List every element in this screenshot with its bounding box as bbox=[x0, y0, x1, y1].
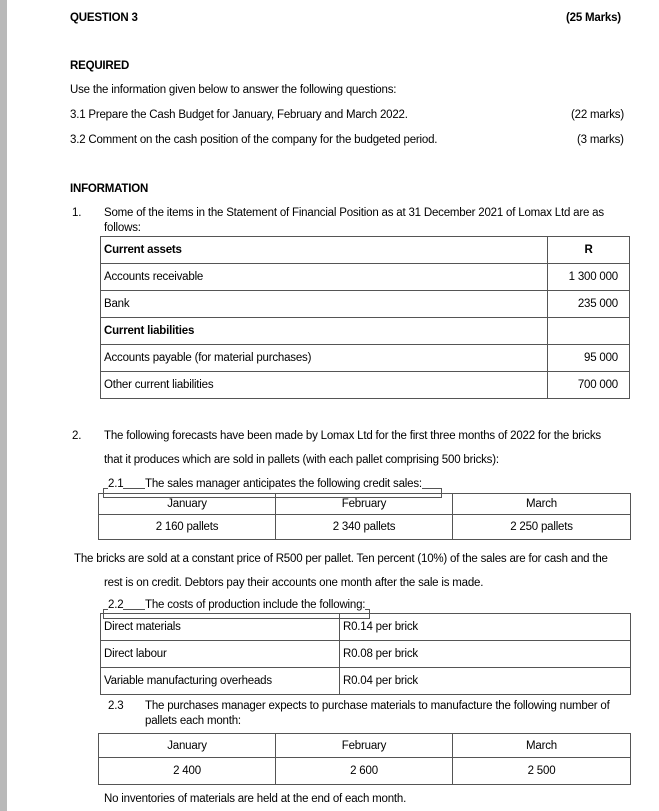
information-heading: INFORMATION bbox=[70, 183, 149, 195]
other-liabilities-value: 700 000 bbox=[548, 372, 630, 399]
table-row bbox=[101, 318, 630, 345]
item-1-line-1: Some of the items in the Statement of Financial Position as at 31 December 2021 of Lomax Ltd are as bbox=[104, 207, 604, 219]
bank-label: Bank bbox=[101, 291, 548, 318]
production-costs-table bbox=[100, 613, 631, 695]
section-2-2-number: 2.2 bbox=[108, 599, 124, 611]
required-intro: Use the information given below to answer the following questions: bbox=[70, 84, 397, 96]
question-3-2: 3.2 Comment on the cash position of the company for the budgeted period. bbox=[70, 134, 438, 146]
item-1-line-2: follows: bbox=[104, 222, 141, 234]
other-liabilities-label: Other current liabilities bbox=[101, 372, 548, 399]
month-february: February bbox=[276, 734, 453, 758]
direct-labour-cost: R0.08 per brick bbox=[340, 641, 631, 668]
month-march: March bbox=[453, 734, 631, 758]
required-heading: REQUIRED bbox=[70, 60, 130, 72]
item-2-line-2: that it produces which are sold in pallets (with each pallet comprising 500 bricks): bbox=[104, 454, 499, 466]
question-marks: (25 Marks) bbox=[566, 12, 621, 24]
table-row bbox=[101, 668, 631, 695]
accounts-payable-label: Accounts payable (for material purchases) bbox=[101, 345, 548, 372]
current-liabilities-heading: Current liabilities bbox=[101, 318, 548, 345]
financial-position-table bbox=[100, 236, 630, 399]
sales-february: 2 340 pallets bbox=[276, 515, 453, 540]
month-march: March bbox=[453, 494, 631, 515]
current-assets-heading: Current assets bbox=[101, 237, 548, 264]
sales-january: 2 160 pallets bbox=[99, 515, 276, 540]
sales-march: 2 250 pallets bbox=[453, 515, 631, 540]
table-row bbox=[99, 758, 631, 785]
item-1-number: 1. bbox=[72, 207, 82, 219]
purchases-january: 2 400 bbox=[99, 758, 276, 785]
bank-value: 235 000 bbox=[548, 291, 630, 318]
table-row bbox=[101, 345, 630, 372]
section-2-3-line-1: The purchases manager expects to purchase materials to manufacture the following number of bbox=[145, 700, 610, 712]
table-row bbox=[101, 264, 630, 291]
direct-materials-label: Direct materials bbox=[101, 614, 340, 641]
accounts-receivable-value: 1 300 000 bbox=[548, 264, 630, 291]
table-row bbox=[99, 734, 631, 758]
question-3-1: 3.1 Prepare the Cash Budget for January, February and March 2022. bbox=[70, 109, 408, 121]
section-2-3-line-2: pallets each month: bbox=[145, 715, 241, 727]
month-january: January bbox=[99, 734, 276, 758]
section-2-1-number: 2.1 bbox=[108, 478, 124, 490]
table-row bbox=[101, 291, 630, 318]
accounts-receivable-label: Accounts receivable bbox=[101, 264, 548, 291]
sales-note-line-1: The bricks are sold at a constant price of R500 per pallet. Ten percent (10%) of the sales are for cash and the bbox=[74, 553, 608, 565]
table-row bbox=[101, 237, 630, 264]
question-3-2-marks: (3 marks) bbox=[577, 134, 624, 146]
table-row bbox=[99, 494, 631, 515]
month-january: January bbox=[99, 494, 276, 515]
currency-column-header: R bbox=[548, 237, 630, 264]
question-3-1-marks: (22 marks) bbox=[571, 109, 624, 121]
direct-materials-cost: R0.14 per brick bbox=[340, 614, 631, 641]
section-2-1-text: The sales manager anticipates the following credit sales: bbox=[145, 478, 422, 490]
purchases-february: 2 600 bbox=[276, 758, 453, 785]
credit-sales-table bbox=[98, 493, 631, 540]
overheads-cost: R0.04 per brick bbox=[340, 668, 631, 695]
month-february: February bbox=[276, 494, 453, 515]
accounts-payable-value: 95 000 bbox=[548, 345, 630, 372]
table-row bbox=[101, 641, 631, 668]
item-2-number: 2. bbox=[72, 430, 82, 442]
question-title: QUESTION 3 bbox=[70, 12, 138, 24]
overheads-label: Variable manufacturing overheads bbox=[101, 668, 340, 695]
table-row bbox=[101, 614, 631, 641]
item-2-line-1: The following forecasts have been made by Lomax Ltd for the first three months of 2022 for the bricks bbox=[104, 430, 601, 442]
material-purchases-table bbox=[98, 733, 631, 785]
empty-cell bbox=[548, 318, 630, 345]
table-row bbox=[99, 515, 631, 540]
section-2-2-text: The costs of production include the following: bbox=[145, 599, 366, 611]
purchases-march: 2 500 bbox=[453, 758, 631, 785]
direct-labour-label: Direct labour bbox=[101, 641, 340, 668]
section-2-3-number: 2.3 bbox=[108, 700, 124, 712]
inventory-note: No inventories of materials are held at the end of each month. bbox=[104, 793, 407, 805]
table-row bbox=[101, 372, 630, 399]
sales-note-line-2: rest is on credit. Debtors pay their accounts one month after the sale is made. bbox=[104, 577, 484, 589]
page-left-edge bbox=[0, 0, 7, 811]
